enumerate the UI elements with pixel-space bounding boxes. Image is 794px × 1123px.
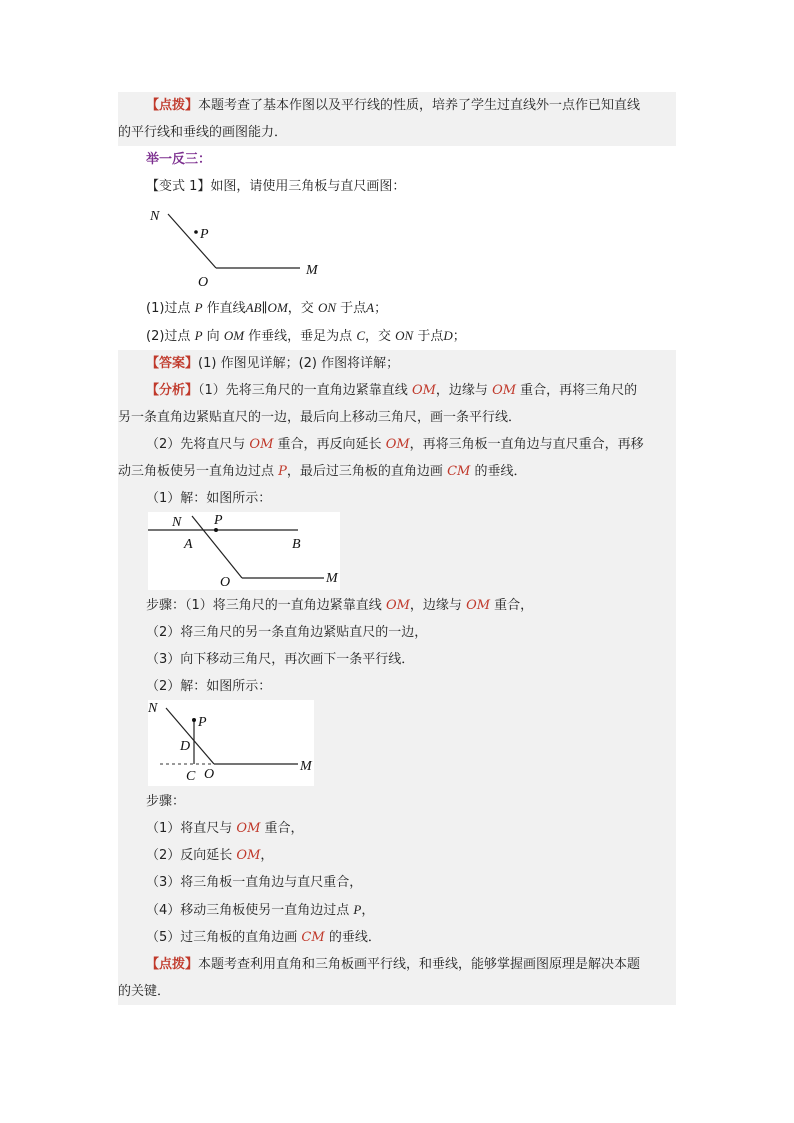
analysis-om: OM xyxy=(411,383,436,398)
step-point-p: P xyxy=(353,902,362,917)
label-m: M xyxy=(300,759,312,774)
steps-1-item-3 xyxy=(118,646,676,673)
step-text: （2）反向延长 xyxy=(146,848,233,863)
steps-title: 步骤： xyxy=(146,598,186,613)
tip-block-1 xyxy=(118,92,676,146)
q2-text: (2)过点 xyxy=(146,329,191,344)
question-2 xyxy=(118,322,676,350)
tip-line-2 xyxy=(118,119,676,146)
q2-text: 向 xyxy=(206,329,220,344)
step-text: （5）过三角板的直角边画 xyxy=(146,930,298,945)
q1-text: 作直线 xyxy=(206,301,246,316)
ray-on xyxy=(168,214,216,268)
analysis-text: 另一条直角边紧贴直尺的一边，最后向上移动三角尺，画一条平行线． xyxy=(118,410,522,425)
variant-label: 【变式 1】 xyxy=(146,179,211,194)
label-a: A xyxy=(184,537,193,552)
steps-2-title xyxy=(118,788,676,815)
ray-on xyxy=(166,708,214,764)
answer-line xyxy=(118,350,676,377)
analysis-cm: CM xyxy=(447,464,471,479)
analysis-text: ，最后过三角板的直角边画 xyxy=(286,464,443,479)
label-d: D xyxy=(180,739,191,754)
figure-2-svg xyxy=(148,512,358,590)
document-page xyxy=(118,92,676,1005)
label-m: M xyxy=(326,571,338,586)
answer-bracket: 【答案】 xyxy=(146,356,199,371)
steps-2-item-3 xyxy=(118,869,676,896)
step-text: 的垂线． xyxy=(328,930,381,945)
q1-text: 于点 xyxy=(340,301,367,316)
steps-title: 步骤： xyxy=(146,794,186,809)
tip-text: 本题考查了基本作图以及平行线的性质，培养了学生过直线外一点作已知直线 xyxy=(198,98,641,113)
analysis-om: OM xyxy=(385,437,410,452)
tip-line-1 xyxy=(118,92,676,119)
label-c: C xyxy=(186,769,196,784)
figure-1 xyxy=(118,200,676,294)
step-text: ， xyxy=(361,903,375,918)
q1-expression: AB∥OM xyxy=(245,300,288,315)
question-1 xyxy=(118,294,676,322)
step-text: （1）将直尺与 xyxy=(146,821,233,836)
analysis-text: （2）先将直尺与 xyxy=(146,437,246,452)
label-o: O xyxy=(220,575,231,590)
step-om: OM xyxy=(236,821,261,836)
analysis-om: OM xyxy=(492,383,517,398)
step-text: （3）向下移动三角尺，再次画下一条平行线． xyxy=(146,652,415,667)
q2-text: 于点 xyxy=(417,329,444,344)
point-p xyxy=(214,528,218,532)
figure-2 xyxy=(118,512,676,592)
q2-point: P xyxy=(194,328,203,343)
figure-1-svg xyxy=(138,200,358,294)
steps-1-title xyxy=(118,592,676,619)
label-p: P xyxy=(214,513,223,528)
figure-2-box xyxy=(148,512,340,590)
step-text: （1）将三角尺的一直角边紧靠直线 xyxy=(185,598,382,613)
figure-3 xyxy=(118,700,676,788)
point-p xyxy=(194,230,198,234)
label-o: O xyxy=(198,275,209,290)
label-m: M xyxy=(306,263,318,278)
analysis-line-3 xyxy=(118,431,676,458)
q1-line: ON xyxy=(317,300,336,315)
figure-3-svg xyxy=(148,700,348,786)
analysis-text: 的垂线． xyxy=(474,464,527,479)
label-o: O xyxy=(204,767,215,782)
step-text: （4）移动三角板使另一直角边过点 xyxy=(146,903,350,918)
label-n: N xyxy=(148,701,158,716)
tip-text: 的关键． xyxy=(118,984,171,999)
step-text: ，边缘与 xyxy=(409,598,462,613)
steps-2-item-2 xyxy=(118,842,676,869)
step-text: ， xyxy=(260,848,274,863)
variant-text: 如图，请使用三角板与直尺画图： xyxy=(210,179,406,194)
analysis-text: ，边缘与 xyxy=(435,383,488,398)
q2-point-d: D xyxy=(443,328,453,343)
q2-text: 作垂线，垂足为点 xyxy=(248,329,353,344)
steps-1-item-2 xyxy=(118,619,676,646)
analysis-text: （1）先将三角尺的一直角边紧靠直线 xyxy=(198,383,408,398)
step-om: OM xyxy=(466,598,491,613)
analysis-text: 重合，再将三角尺的 xyxy=(520,383,638,398)
analysis-point-p: P xyxy=(278,464,287,479)
tip-text: 的平行线和垂线的画图能力． xyxy=(118,125,288,140)
variant-heading xyxy=(118,173,676,200)
tip-text: 本题考查利用直角和三角板画平行线，和垂线，能够掌握画图原理是解决本题 xyxy=(198,957,641,972)
tip-2-line-2 xyxy=(118,978,676,1005)
step-text: （2）将三角尺的另一条直角边紧贴直尺的一边， xyxy=(146,625,428,640)
q2-text: ，交 xyxy=(365,329,392,344)
q1-point-a: A xyxy=(366,300,375,315)
figure-3-box xyxy=(148,700,314,786)
q2-point-c: C xyxy=(356,328,365,343)
steps-2-item-1 xyxy=(118,815,676,842)
solution-1-text: （1）解：如图所示： xyxy=(146,491,272,506)
solution-2-line xyxy=(118,673,676,700)
label-b: B xyxy=(292,537,301,552)
tip-bracket: 【点拨】 xyxy=(146,98,199,113)
steps-2-item-5 xyxy=(118,924,676,951)
q1-text: ； xyxy=(374,301,388,316)
analysis-text: 动三角板使另一直角边过点 xyxy=(118,464,275,479)
q1-text: (1)过点 xyxy=(146,301,191,316)
tip-bracket: 【点拨】 xyxy=(146,957,199,972)
step-om: OM xyxy=(236,848,261,863)
step-text: （3）将三角板一直角边与直尺重合， xyxy=(146,875,363,890)
solution-2-text: （2）解：如图所示： xyxy=(146,679,272,694)
analysis-text: ，再将三角板一直角边与直尺重合，再移 xyxy=(409,437,644,452)
analysis-line-2 xyxy=(118,404,676,431)
answer-text: (1) 作图见详解；(2) 作图将详解； xyxy=(198,356,400,371)
step-om: OM xyxy=(385,598,410,613)
label-p: P xyxy=(200,227,209,242)
solution-1-line xyxy=(118,485,676,512)
analysis-line-4 xyxy=(118,458,676,485)
step-text: 重合， xyxy=(264,821,304,836)
label-p: P xyxy=(198,715,207,730)
answer-block xyxy=(118,350,676,1005)
q2-line: OM xyxy=(223,328,245,343)
label-n: N xyxy=(150,209,160,224)
section-title-text: 举一反三： xyxy=(146,152,212,167)
analysis-bracket: 【分析】 xyxy=(146,383,199,398)
analysis-text: 重合，再反向延长 xyxy=(277,437,382,452)
steps-2-item-4 xyxy=(118,896,676,924)
step-text: 重合， xyxy=(494,598,534,613)
analysis-om: OM xyxy=(249,437,274,452)
step-cm: CM xyxy=(301,930,325,945)
q1-text: ，交 xyxy=(287,301,314,316)
section-title xyxy=(118,146,676,173)
q1-point: P xyxy=(194,300,203,315)
analysis-line-1 xyxy=(118,377,676,404)
tip-2-line-1 xyxy=(118,951,676,978)
q2-text: ； xyxy=(452,329,466,344)
label-n: N xyxy=(172,515,182,530)
point-p xyxy=(192,718,196,722)
q2-line-on: ON xyxy=(395,328,414,343)
